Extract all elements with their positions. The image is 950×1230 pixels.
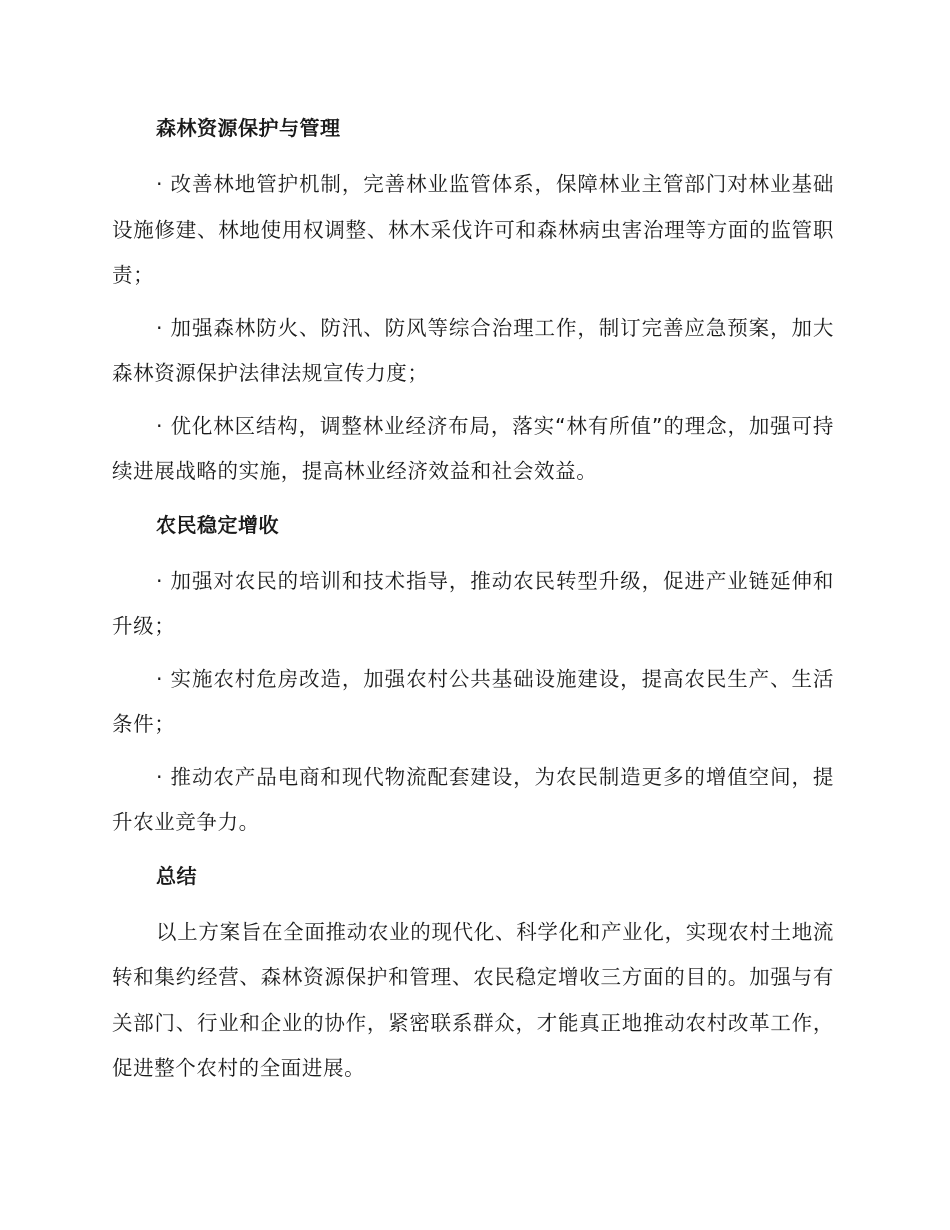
list-item: · 加强对农民的培训和技术指导，推动农民转型升级，促进产业链延伸和升级； [112, 568, 834, 638]
section-heading-farmer-income: 农民稳定增收 [156, 512, 279, 537]
section-heading-forest: 森林资源保护与管理 [156, 116, 341, 140]
list-item: · 优化林区结构，调整林业经济布局，落实“林有所值”的理念，加强可持续进展战略的实施，提高林业经济效益和社会效益。 [112, 413, 834, 483]
list-item: · 实施农村危房改造，加强农村公共基础设施建设，提高农民生产、生活条件； [112, 666, 834, 736]
list-item: · 加强森林防火、防汛、防风等综合治理工作，制订完善应急预案，加大森林资源保护法律法规宣传力度； [112, 315, 834, 385]
section-heading-summary: 总结 [156, 863, 197, 888]
summary-paragraph: 以上方案旨在全面推动农业的现代化、科学化和产业化，实现农村土地流转和集约经营、森林资源保护和管理、农民稳定增收三方面的目的。加强与有关部门、行业和企业的协作，紧密联系群众，才能真正地推动农村改革工作，促进整个农村的全面进展。 [112, 919, 834, 1080]
document-body [112, 110, 834, 1092]
list-item: · 推动农产品电商和现代物流配套建设，为农民制造更多的增值空间，提升农业竞争力。 [112, 764, 834, 834]
list-item: · 改善林地管护机制，完善林业监管体系，保障林业主管部门对林业基础设施修建、林地使用权调整、林木采伐许可和森林病虫害治理等方面的监管职责； [112, 172, 834, 287]
